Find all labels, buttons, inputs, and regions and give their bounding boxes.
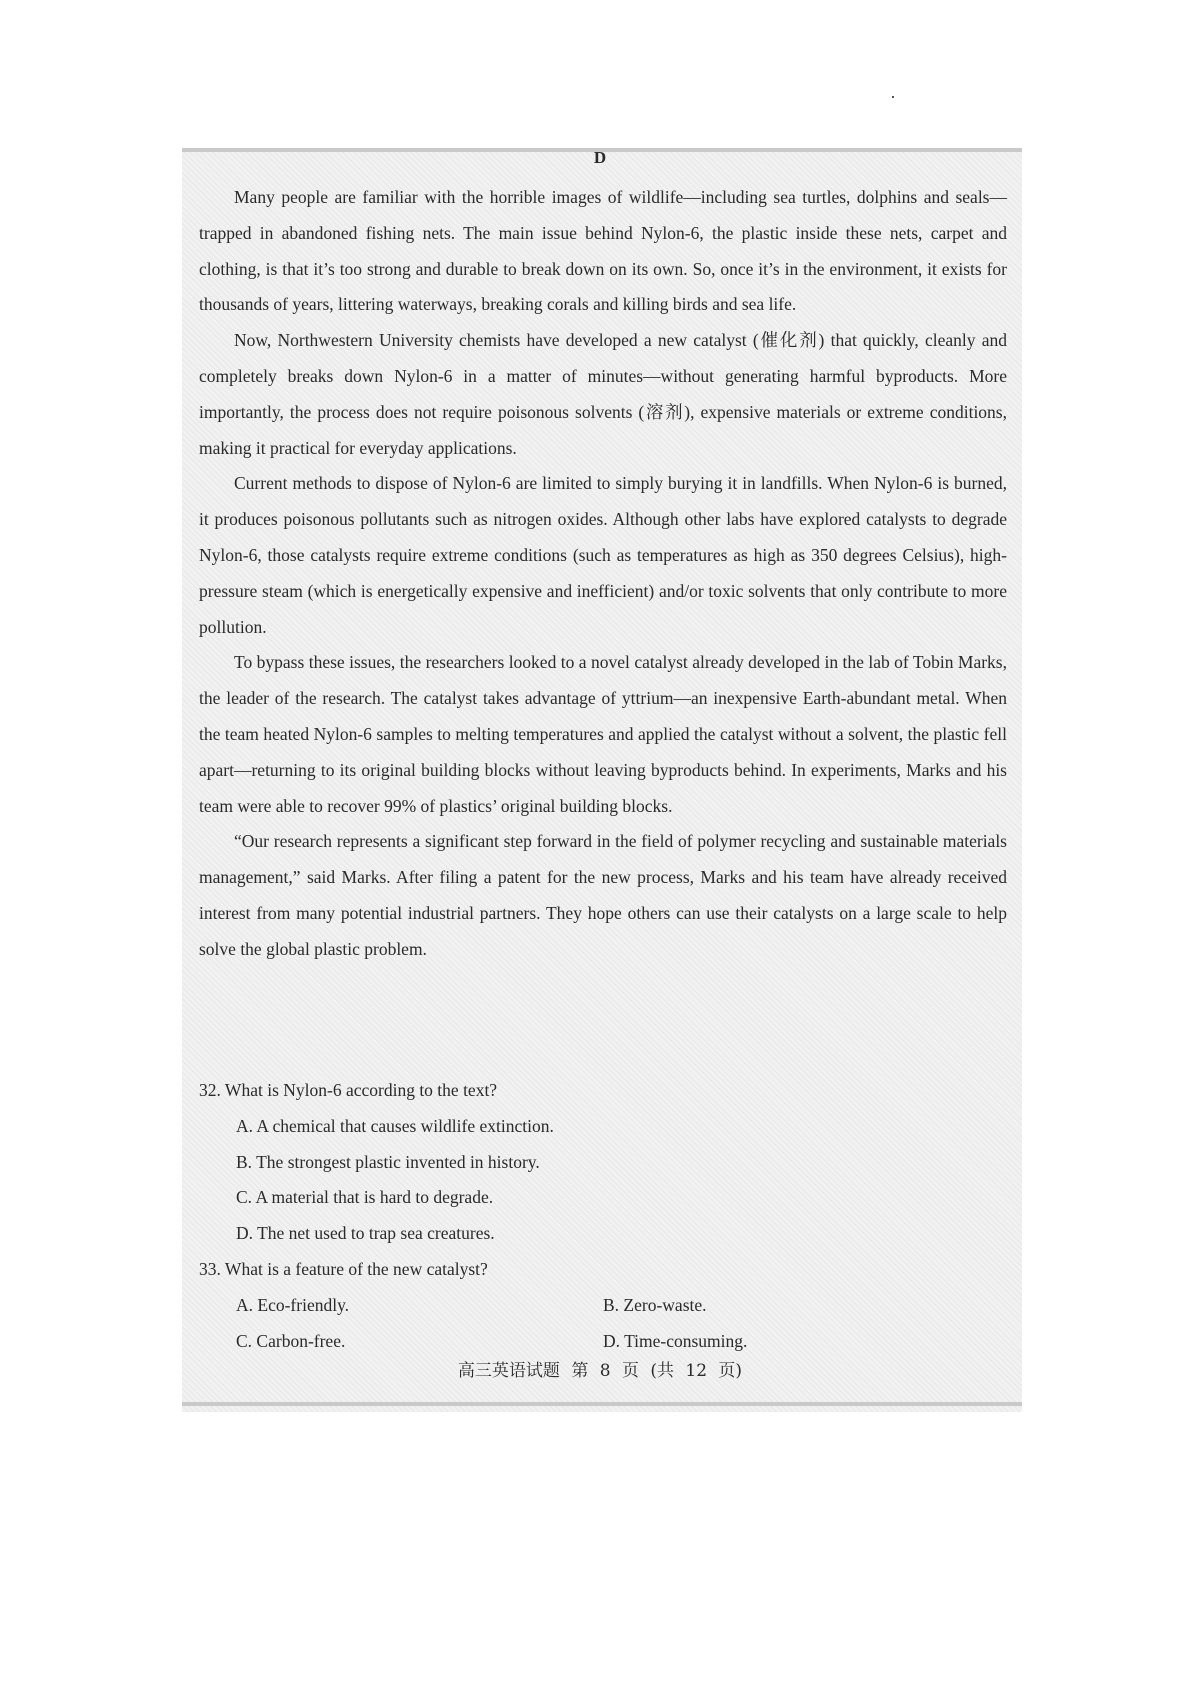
- option-c: C. A material that is hard to degrade.: [236, 1187, 494, 1208]
- paragraph-3: Current methods to dispose of Nylon-6 are limited to simply burying it in landfills. When Nylon-6 is burned, it produces poisonous pollutants such as nitrogen oxides. Although other labs have explored catalysts to degrade Nylon-6, those catalysts require extreme conditions (such as temperatures as high as 350 degrees Celsius), high-pressure steam (which is energetically expensive and inefficient) and/or toxic solvents that only contribute to more pollution.: [199, 473, 1007, 637]
- option-b: B. The strongest plastic invented in history.: [236, 1151, 540, 1172]
- question-33: [199, 1252, 1007, 1359]
- option-d: D. The net used to trap sea creatures.: [236, 1223, 495, 1244]
- option-d: D. Time-consuming.: [603, 1330, 748, 1351]
- bottom-rule: [182, 1402, 1022, 1406]
- paragraph-5: “Our research represents a significant step forward in the field of polymer recycling and sustainable materials management,” said Marks. After filing a patent for the new process, Marks and his team have already received interest from many potential industrial partners. They hope others can use their catalysts on a large scale to help solve the global plastic problem.: [199, 831, 1007, 959]
- option-row: [236, 1324, 1007, 1360]
- question-stem: 33. What is a feature of the new catalyst?: [199, 1258, 488, 1279]
- scan-speck: [892, 96, 894, 98]
- paragraph-2: Now, Northwestern University chemists have developed a new catalyst (催化剂) that quickly, cleanly and completely breaks down Nylon-6 in a matter of minutes—without generating harmful byproducts. More importantly, the process does not require poisonous solvents (溶剂), expensive materials or extreme conditions, making it practical for everyday applications.: [199, 330, 1007, 458]
- question-32: [199, 1073, 1007, 1252]
- reading-passage: [199, 180, 1007, 968]
- option-a: A. Eco-friendly.: [236, 1294, 350, 1315]
- option-row: [236, 1288, 1007, 1324]
- option-b: B. Zero-waste.: [603, 1294, 707, 1315]
- option-a: A. A chemical that causes wildlife extinction.: [236, 1115, 554, 1136]
- paragraph-4: To bypass these issues, the researchers looked to a novel catalyst already developed in the lab of Tobin Marks, the leader of the research. The catalyst takes advantage of yttrium—an inexpensive Earth-abundant metal. When the team heated Nylon-6 samples to melting temperatures and applied the catalyst without a solvent, the plastic fell apart—returning to its original building blocks without leaving byproducts behind. In experiments, Marks and his team were able to recover 99% of plastics’ original building blocks.: [199, 652, 1007, 816]
- section-letter: D: [593, 148, 607, 167]
- page-footer: 高三英语试题 第 8 页 (共 12 页): [457, 1361, 743, 1381]
- option-c: C. Carbon-free.: [236, 1330, 346, 1351]
- question-list: [199, 1073, 1007, 1359]
- paragraph-1: Many people are familiar with the horrible images of wildlife—including sea turtles, dolphins and seals—trapped in abandoned fishing nets. The main issue behind Nylon-6, the plastic inside these nets, carpet and clothing, is that it’s too strong and durable to break down on its own. So, once it’s in the environment, it exists for thousands of years, littering waterways, breaking corals and killing birds and sea life.: [199, 187, 1007, 315]
- question-stem: 32. What is Nylon-6 according to the text?: [199, 1080, 498, 1100]
